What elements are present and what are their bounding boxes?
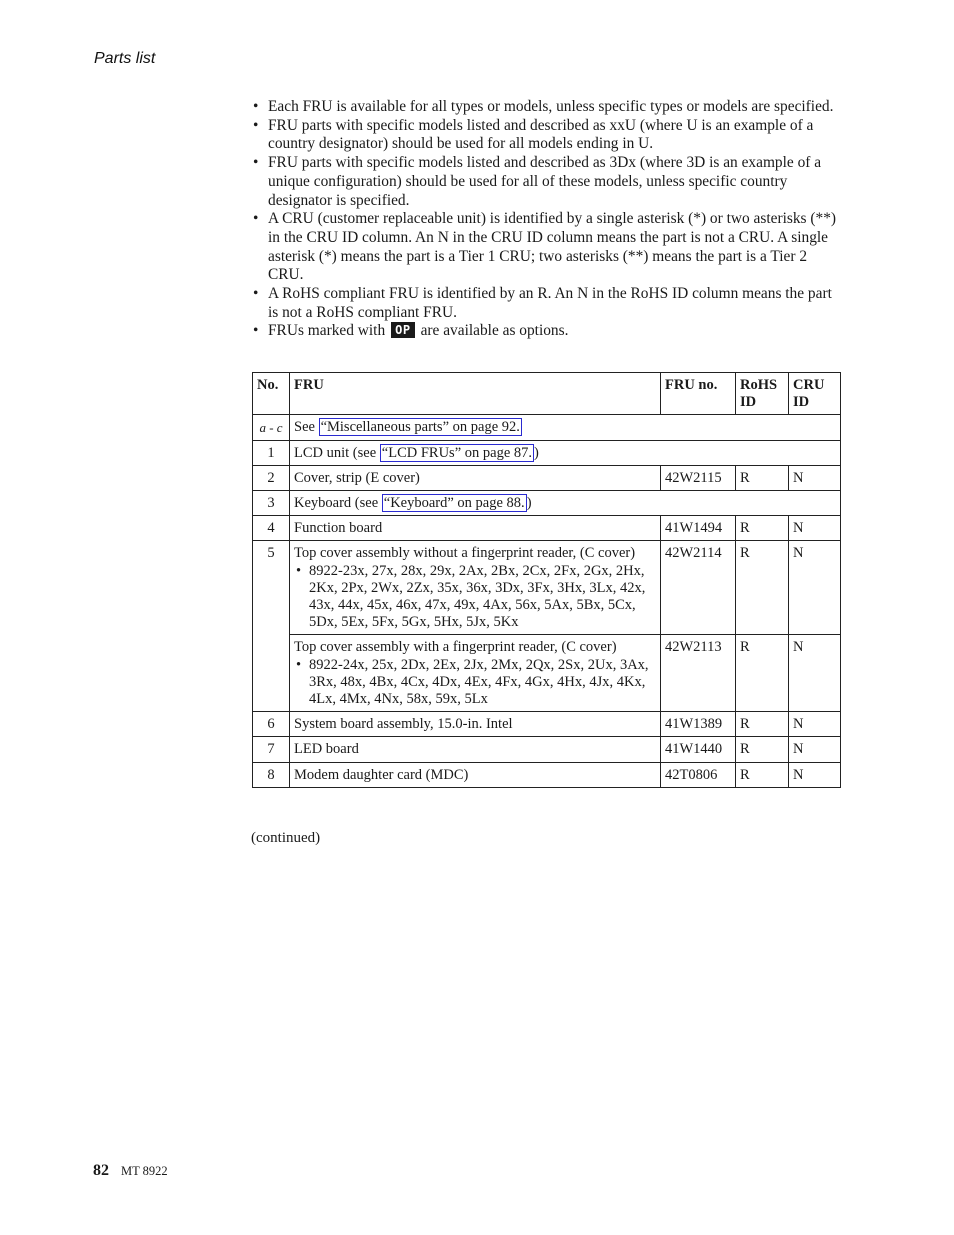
table-row bbox=[253, 712, 841, 737]
cell-rohs: R bbox=[736, 737, 789, 762]
cell-rohs: R bbox=[736, 465, 789, 490]
cell-fru bbox=[290, 635, 661, 712]
cell-no: a - c bbox=[253, 415, 290, 440]
cell-cru: N bbox=[789, 541, 841, 635]
cell-cru: N bbox=[789, 737, 841, 762]
note-item-options bbox=[252, 322, 844, 341]
cell-suffix: ) bbox=[526, 495, 532, 512]
table-row bbox=[253, 762, 841, 787]
cell-no: 6 bbox=[253, 712, 290, 737]
cell-fru-no: 42W2115 bbox=[661, 465, 736, 490]
cell-fru-no: 41W1389 bbox=[661, 712, 736, 737]
cell-prefix: Keyboard (see bbox=[294, 495, 382, 512]
cell-fru bbox=[290, 491, 841, 516]
page-number: 82 bbox=[93, 1162, 109, 1179]
cell-cru: N bbox=[789, 762, 841, 787]
notes-list bbox=[252, 98, 844, 341]
model-list bbox=[294, 657, 656, 709]
cell-rohs: R bbox=[736, 541, 789, 635]
cell-fru: System board assembly, 15.0-in. Intel bbox=[290, 712, 661, 737]
col-header-fru-no: FRU no. bbox=[661, 373, 736, 415]
cell-fru-no: 41W1494 bbox=[661, 516, 736, 541]
cell-fru: Function board bbox=[290, 516, 661, 541]
cell-cru: N bbox=[789, 465, 841, 490]
cell-cru: N bbox=[789, 712, 841, 737]
document-id: MT 8922 bbox=[121, 1164, 168, 1178]
table-row bbox=[253, 635, 841, 712]
cell-prefix: See bbox=[294, 419, 319, 436]
table-header-row bbox=[253, 373, 841, 415]
table-row bbox=[253, 541, 841, 635]
note-item: • Each FRU is available for all types or models, unless specific types or models are specified. bbox=[252, 98, 844, 117]
cell-fru bbox=[290, 415, 841, 440]
cell-no: 1 bbox=[253, 440, 290, 465]
page-header-title: Parts list bbox=[94, 50, 156, 67]
cell-rohs: R bbox=[736, 762, 789, 787]
cell-fru bbox=[290, 541, 661, 635]
col-header-fru: FRU bbox=[290, 373, 661, 415]
model-list-item: • 8922-24x, 25x, 2Dx, 2Ex, 2Jx, 2Mx, 2Qx, 2Sx, 2Ux, 3Ax, 3Rx, 48x, 4Bx, 4Cx, 4Dx, 4Ex, 4Fx, 4Gx, 4Hx, 4Jx, 4Kx, 4Lx, 4Mx, 4Nx, 58x, 59x, 5Lx bbox=[294, 657, 656, 709]
cell-rohs: R bbox=[736, 635, 789, 712]
model-list-item: • 8922-23x, 27x, 28x, 29x, 2Ax, 2Bx, 2Cx, 2Fx, 2Gx, 2Hx, 2Kx, 2Px, 2Wx, 2Zx, 35x, 36x, 3Dx, 3Fx, 3Hx, 3Lx, 42x, 43x, 44x, 45x, 46x, 47x, 49x, 4Ax, 56x, 5Ax, 5Bx, 5Cx, 5Dx, 5Ex, 5Fx, 5Gx, 5Hx, 5Jx, 5Kx bbox=[294, 563, 656, 632]
page-footer bbox=[93, 1162, 168, 1180]
note-item: • A RoHS compliant FRU is identified by an R. An N in the RoHS ID column means the part is not a RoHS compliant FRU. bbox=[252, 285, 844, 322]
table-row bbox=[253, 440, 841, 465]
cell-fru: Cover, strip (E cover) bbox=[290, 465, 661, 490]
table-row bbox=[253, 415, 841, 440]
lcd-frus-link[interactable]: “LCD FRUs” on page 87. bbox=[381, 444, 532, 461]
table-row bbox=[253, 465, 841, 490]
cell-fru-no: 41W1440 bbox=[661, 737, 736, 762]
cell-no: 7 bbox=[253, 737, 290, 762]
options-note-before: FRUs marked with bbox=[268, 322, 386, 340]
cell-fru: Modem daughter card (MDC) bbox=[290, 762, 661, 787]
cell-prefix: LCD unit (see bbox=[294, 444, 380, 461]
cell-no: 8 bbox=[253, 762, 290, 787]
cell-suffix: ) bbox=[534, 444, 539, 461]
cell-fru: LED board bbox=[290, 737, 661, 762]
note-item: • FRU parts with specific models listed and described as 3Dx (where 3D is an example of a unique configuration) should be used for all of these models, unless specific country designator is specified. bbox=[252, 154, 844, 210]
table-row bbox=[253, 516, 841, 541]
op-option-icon: OP bbox=[391, 322, 414, 338]
cell-fru-no: 42W2113 bbox=[661, 635, 736, 712]
cell-fru-no: 42T0806 bbox=[661, 762, 736, 787]
table-row bbox=[253, 491, 841, 516]
keyboard-link[interactable]: “Keyboard” on page 88. bbox=[383, 495, 525, 512]
table-row bbox=[253, 737, 841, 762]
cell-rohs: R bbox=[736, 516, 789, 541]
note-item: • A CRU (customer replaceable unit) is identified by a single asterisk (*) or two asterisks (**) in the CRU ID column. An N in the CRU ID column means the part is not a CRU. A single asterisk (*) means the part is a Tier 1 CRU; two asterisks (**) means the part is a Tier 2 CRU. bbox=[252, 210, 844, 285]
cell-no: 5 bbox=[253, 541, 290, 712]
misc-parts-link[interactable]: “Miscellaneous parts” on page 92. bbox=[320, 419, 520, 436]
cell-no: 2 bbox=[253, 465, 290, 490]
col-header-cru: CRU ID bbox=[789, 373, 841, 415]
continued-note: (continued) bbox=[251, 830, 321, 846]
cell-fru bbox=[290, 440, 841, 465]
note-item: • FRU parts with specific models listed and described as xxU (where U is an example of a country designator) should be used for all models ending in U. bbox=[252, 117, 844, 154]
col-header-no: No. bbox=[253, 373, 290, 415]
cell-fru-no: 42W2114 bbox=[661, 541, 736, 635]
fru-description: Top cover assembly with a fingerprint reader, (C cover) bbox=[294, 639, 617, 656]
cell-rohs: R bbox=[736, 712, 789, 737]
cell-cru: N bbox=[789, 516, 841, 541]
fru-table bbox=[252, 372, 841, 788]
cell-no: 4 bbox=[253, 516, 290, 541]
col-header-rohs: RoHS ID bbox=[736, 373, 789, 415]
model-list bbox=[294, 563, 656, 632]
fru-description: Top cover assembly without a fingerprint reader, (C cover) bbox=[294, 545, 636, 562]
cell-cru: N bbox=[789, 635, 841, 712]
options-note-after: are available as options. bbox=[420, 322, 569, 340]
cell-no: 3 bbox=[253, 491, 290, 516]
